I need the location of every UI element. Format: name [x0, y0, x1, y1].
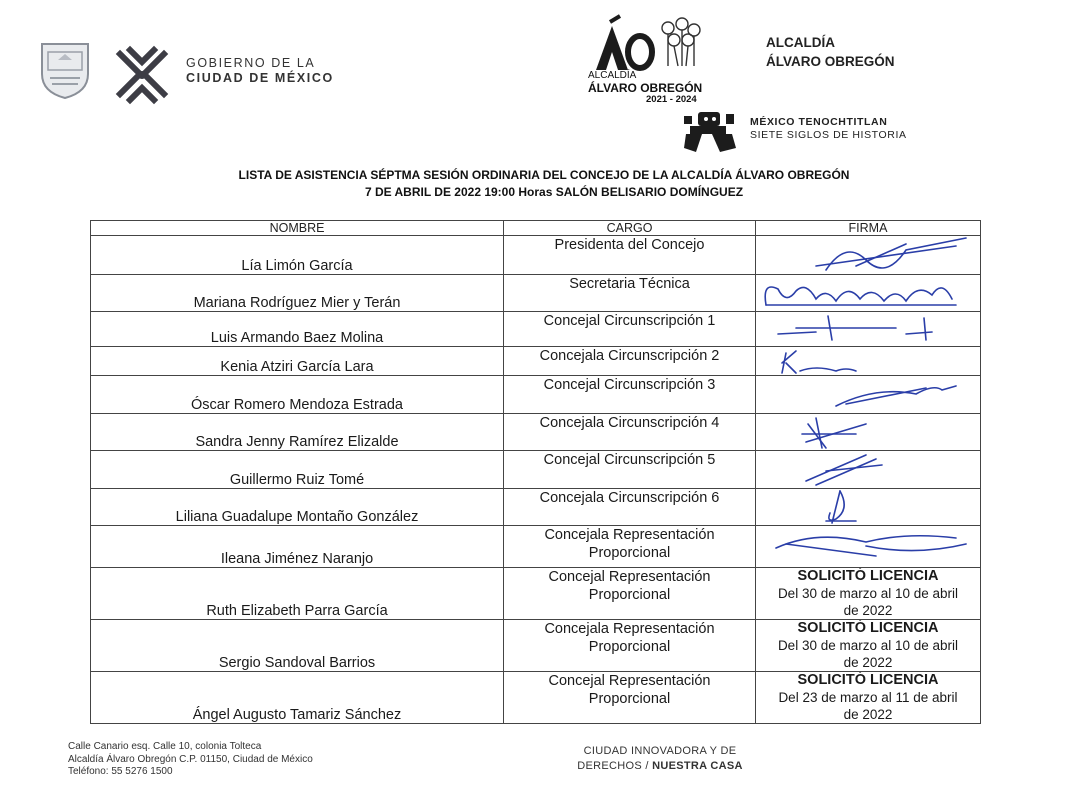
signature-cell [756, 672, 981, 724]
handwritten-signature [756, 451, 981, 489]
tenochtitlan-text [750, 116, 907, 142]
document-title [0, 167, 1088, 201]
handwritten-signature [756, 347, 981, 376]
member-role [504, 672, 756, 724]
signature-cell [756, 620, 981, 672]
address-line-1: Calle Canario esq. Calle 10, colonia Tolteca [68, 741, 262, 752]
table-row [91, 376, 981, 414]
leave-period: Del 30 de marzo al 10 de abril [777, 638, 959, 653]
slogan-part-a: DERECHOS / [577, 760, 653, 772]
member-role [504, 489, 756, 526]
handwritten-signature [756, 376, 981, 414]
signature-cell [756, 376, 981, 414]
member-name: Liliana Guadalupe Montaño González [91, 489, 504, 526]
role-line-1: Concejala Representación [544, 621, 715, 637]
signature-cell [756, 312, 981, 347]
role-line-1: Concejala Circunscripción 6 [539, 490, 720, 506]
city-shield-logo [38, 40, 92, 100]
handwritten-signature [756, 275, 981, 312]
signature-cell [756, 236, 981, 275]
member-role [504, 568, 756, 620]
leave-status: SOLICITÓ LICENCIA [797, 620, 939, 636]
role-line-2: Proporcional [588, 691, 671, 707]
header-nombre: NOMBRE [91, 221, 504, 236]
government-name [186, 56, 334, 86]
role-line-1: Secretaria Técnica [569, 276, 690, 292]
member-role [504, 376, 756, 414]
slogan-line-2 [560, 759, 760, 774]
member-name: Sergio Sandoval Barrios [91, 620, 504, 672]
leave-period: Del 23 de marzo al 11 de abril [778, 690, 958, 705]
member-role [504, 347, 756, 376]
member-name: Ruth Elizabeth Parra García [91, 568, 504, 620]
member-name: Lía Limón García [91, 236, 504, 275]
leave-status: SOLICITÓ LICENCIA [797, 672, 939, 688]
address-line-3: Teléfono: 55 5276 1500 [68, 766, 173, 777]
member-name: Óscar Romero Mendoza Estrada [91, 376, 504, 414]
alcaldia-ao-logo [590, 14, 710, 74]
handwritten-signature [756, 489, 981, 526]
leave-year: de 2022 [843, 707, 893, 722]
role-line-1: Concejal Circunscripción 3 [543, 377, 716, 393]
table-row [91, 414, 981, 451]
member-role [504, 312, 756, 347]
signature-cell [756, 414, 981, 451]
slogan-line-1: CIUDAD INNOVADORA Y DE [583, 745, 737, 757]
member-name: Kenia Atziri García Lara [91, 347, 504, 376]
table-row [91, 568, 981, 620]
leave-year: de 2022 [843, 603, 893, 618]
ao-period: 2021 - 2024 [646, 94, 697, 105]
table-row [91, 347, 981, 376]
role-line-1: Concejal Representación [548, 569, 711, 585]
table-row [91, 236, 981, 275]
ao-line-2: ÁLVARO OBREGÓN [588, 81, 703, 95]
ao-line-1: ALCALDÍA [588, 70, 637, 81]
signature-cell [756, 568, 981, 620]
tenochtitlan-line-2: SIETE SIGLOS DE HISTORIA [750, 129, 907, 141]
cdmx-emblem-logo [110, 44, 174, 106]
role-line-1: Concejala Circunscripción 4 [539, 415, 720, 431]
leave-status: SOLICITÓ LICENCIA [797, 568, 939, 584]
member-role [504, 526, 756, 568]
table-row [91, 275, 981, 312]
member-name: Ángel Augusto Tamariz Sánchez [91, 672, 504, 724]
member-name: Guillermo Ruiz Tomé [91, 451, 504, 489]
role-line-2: Proporcional [588, 639, 671, 655]
member-role [504, 620, 756, 672]
role-line-1: Concejal Circunscripción 5 [543, 452, 716, 468]
member-name: Luis Armando Baez Molina [91, 312, 504, 347]
header-cargo: CARGO [504, 221, 756, 236]
table-row [91, 312, 981, 347]
table-row [91, 672, 981, 724]
header-firma: FIRMA [756, 221, 981, 236]
member-role [504, 236, 756, 275]
tenochtitlan-glyph-icon [682, 108, 738, 154]
table-row [91, 451, 981, 489]
footer-slogan [560, 744, 760, 774]
handwritten-signature [756, 236, 981, 275]
member-role [504, 414, 756, 451]
alcaldia-ao-text [588, 70, 718, 106]
tenochtitlan-line-1: MÉXICO TENOCHTITLAN [750, 116, 888, 128]
member-role [504, 275, 756, 312]
leave-year: de 2022 [843, 655, 893, 670]
address-line-2: Alcaldía Álvaro Obregón C.P. 01150, Ciudad de México [68, 753, 313, 765]
signature-cell [756, 526, 981, 568]
handwritten-signature [756, 526, 981, 568]
role-line-2: Proporcional [588, 587, 671, 603]
signature-cell [756, 275, 981, 312]
signature-cell [756, 347, 981, 376]
government-line-2: CIUDAD DE MÉXICO [186, 71, 334, 85]
title-line-1: LISTA DE ASISTENCIA SÉPTMA SESIÓN ORDINARIA DEL CONCEJO DE LA ALCALDÍA ÁLVARO OBREGÓN [238, 168, 850, 182]
role-line-2: Proporcional [588, 545, 671, 561]
table-row [91, 489, 981, 526]
role-line-1: Concejala Representación [544, 527, 715, 543]
member-name: Sandra Jenny Ramírez Elizalde [91, 414, 504, 451]
member-name: Ileana Jiménez Naranjo [91, 526, 504, 568]
government-line-1: GOBIERNO DE LA [186, 56, 316, 70]
footer-address [68, 741, 313, 779]
member-role [504, 451, 756, 489]
role-line-1: Concejala Circunscripción 2 [539, 348, 720, 364]
role-line-1: Concejal Circunscripción 1 [543, 313, 716, 329]
signature-cell [756, 451, 981, 489]
leave-period: Del 30 de marzo al 10 de abril [777, 586, 959, 601]
table-row [91, 526, 981, 568]
table-row [91, 620, 981, 672]
handwritten-signature [756, 414, 981, 451]
alcaldia-right-line-2: ÁLVARO OBREGÓN [766, 54, 895, 69]
role-line-1: Presidenta del Concejo [554, 237, 705, 253]
slogan-part-b: NUESTRA CASA [652, 760, 743, 772]
alcaldia-right-line-1: ALCALDÍA [766, 35, 835, 50]
role-line-1: Concejal Representación [548, 673, 711, 689]
table-header-row [91, 221, 981, 236]
handwritten-signature [756, 312, 981, 347]
member-name: Mariana Rodríguez Mier y Terán [91, 275, 504, 312]
alcaldia-name-right [766, 33, 895, 71]
attendance-table [90, 220, 981, 724]
attendance-table-wrapper [90, 220, 980, 728]
title-line-2: 7 DE ABRIL DE 2022 19:00 Horas SALÓN BELISARIO DOMÍNGUEZ [364, 185, 744, 199]
signature-cell [756, 489, 981, 526]
